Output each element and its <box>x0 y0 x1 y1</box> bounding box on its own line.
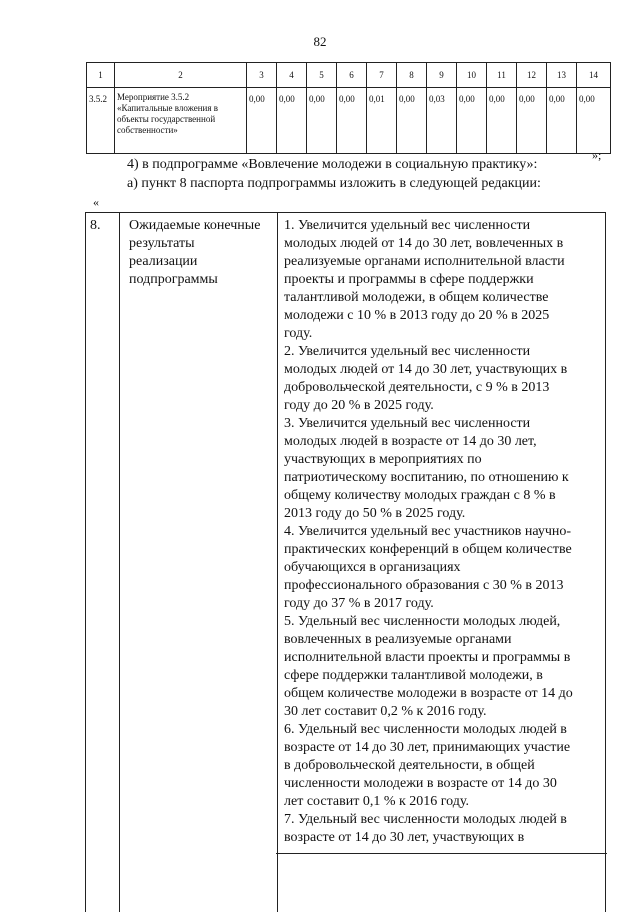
text-line: исполнительной власти проекты и программы в <box>284 650 571 665</box>
text-line: 3. Увеличится удельный вес численности <box>284 416 531 431</box>
passport-table <box>85 212 606 912</box>
value-cell: 0,00 <box>307 88 337 154</box>
text-line: 7. Удельный вес численности молодых людей в <box>284 812 567 827</box>
text-line: году до 37 % в 2017 году. <box>284 596 434 611</box>
header-cell: 11 <box>487 63 517 88</box>
value-cell: 0,00 <box>577 88 611 154</box>
measure-code: 3.5.2 <box>87 88 115 154</box>
text-line: численности молодежи в возрасте от 14 до 30 <box>284 776 557 791</box>
item-number: 8. <box>86 213 120 912</box>
item-title <box>120 213 278 912</box>
text-line: в добровольческой деятельности, в общей <box>284 758 535 773</box>
text-line: 2. Увеличится удельный вес численности <box>284 344 531 359</box>
text-line: 4. Увеличится удельный вес участников научно- <box>284 524 572 539</box>
header-cell: 10 <box>457 63 487 88</box>
text-line: молодых людей от 14 до 30 лет, участвующих в <box>284 362 568 377</box>
item-title-line: подпрограммы <box>129 272 218 287</box>
text-line: молодежи с 10 % в 2013 году до 20 % в 2025 <box>284 308 550 323</box>
measure-name-line: объекты государственной <box>117 114 216 124</box>
text-line: году. <box>284 326 313 341</box>
text-line: сфере поддержки талантливой молодежи, в <box>284 668 543 683</box>
text-line: лет составит 0,1 % к 2016 году. <box>284 794 469 809</box>
value-cell: 0,00 <box>487 88 517 154</box>
funding-table <box>86 62 611 154</box>
text-line: году до 20 % в 2025 году. <box>284 398 434 413</box>
text-line: участвующих в мероприятиях по <box>284 452 482 467</box>
text-line: возрасте от 14 до 30 лет, участвующих в <box>284 830 525 845</box>
header-cell: 14 <box>577 63 611 88</box>
header-cell: 8 <box>397 63 427 88</box>
text-line: 30 лет составит 0,2 % к 2016 году. <box>284 704 487 719</box>
text-line: молодых людей от 14 до 30 лет, вовлеченных в <box>284 236 564 251</box>
value-cell: 0,03 <box>427 88 457 154</box>
header-cell: 9 <box>427 63 457 88</box>
text-line: добровольческой деятельности, с 9 % в 2013 <box>284 380 550 395</box>
text-line: 6. Удельный вес численности молодых людей в <box>284 722 567 737</box>
amendment-paragraph-2: а) пункт 8 паспорта подпрограммы изложить в следующей редакции: <box>127 176 541 191</box>
page-number: 82 <box>313 34 327 49</box>
item-title-line: результаты <box>129 236 195 251</box>
amendment-paragraph-1: 4) в подпрограмме «Вовлечение молодежи в социальную практику»: <box>127 157 538 172</box>
value-cell: 0,00 <box>277 88 307 154</box>
text-line: общем количестве молодежи в возрасте от 14 до <box>284 686 573 701</box>
header-cell: 7 <box>367 63 397 88</box>
opening-quote-mark: « <box>93 195 99 209</box>
value-cell: 0,00 <box>547 88 577 154</box>
header-cell: 1 <box>87 63 115 88</box>
text-line: обучающихся в организациях <box>284 560 461 575</box>
value-cell: 0,00 <box>247 88 277 154</box>
measure-name <box>115 88 247 154</box>
header-cell: 6 <box>337 63 367 88</box>
value-cell: 0,00 <box>457 88 487 154</box>
header-cell: 13 <box>547 63 577 88</box>
text-line: 5. Удельный вес численности молодых людей, <box>284 614 561 629</box>
value-cell: 0,01 <box>367 88 397 154</box>
item-title-line: реализации <box>129 254 198 269</box>
text-line: вовлеченных в реализуемые органами <box>284 632 512 647</box>
header-cell: 3 <box>247 63 277 88</box>
measure-name-line: собственности» <box>117 125 178 135</box>
table-row <box>87 88 611 154</box>
text-line: практических конференций в общем количестве <box>284 542 572 557</box>
header-cell: 12 <box>517 63 547 88</box>
closing-quote-mark: »; <box>592 148 602 162</box>
value-cell: 0,00 <box>337 88 367 154</box>
text-line: реализуемые органами исполнительной власти <box>284 254 565 269</box>
value-cell: 0,00 <box>517 88 547 154</box>
text-line: общему количеству молодых граждан с 8 % в <box>284 488 556 503</box>
text-line: возрасте от 14 до 30 лет, принимающих участие <box>284 740 571 755</box>
text-line: 2013 году до 50 % в 2025 году. <box>284 506 466 521</box>
expected-results-text <box>278 213 607 912</box>
text-line: талантливой молодежи, в общем количестве <box>284 290 549 305</box>
text-line: профессионального образования с 30 % в 2013 <box>284 578 564 593</box>
table-header-row <box>87 63 611 88</box>
measure-name-line: Мероприятие 3.5.2 <box>117 92 190 102</box>
text-line: патриотическому воспитанию, по отношению к <box>284 470 569 485</box>
text-line: проекты и программы в сфере поддержки <box>284 272 534 287</box>
value-cell: 0,00 <box>397 88 427 154</box>
text-line: 1. Увеличится удельный вес численности <box>284 218 531 233</box>
item-title-line: Ожидаемые конечные <box>129 218 261 233</box>
measure-name-line: «Капитальные вложения в <box>117 103 218 113</box>
header-cell: 4 <box>277 63 307 88</box>
header-cell: 5 <box>307 63 337 88</box>
header-cell: 2 <box>115 63 247 88</box>
table-divider <box>276 853 607 854</box>
text-line: молодых людей в возрасте от 14 до 30 лет, <box>284 434 537 449</box>
